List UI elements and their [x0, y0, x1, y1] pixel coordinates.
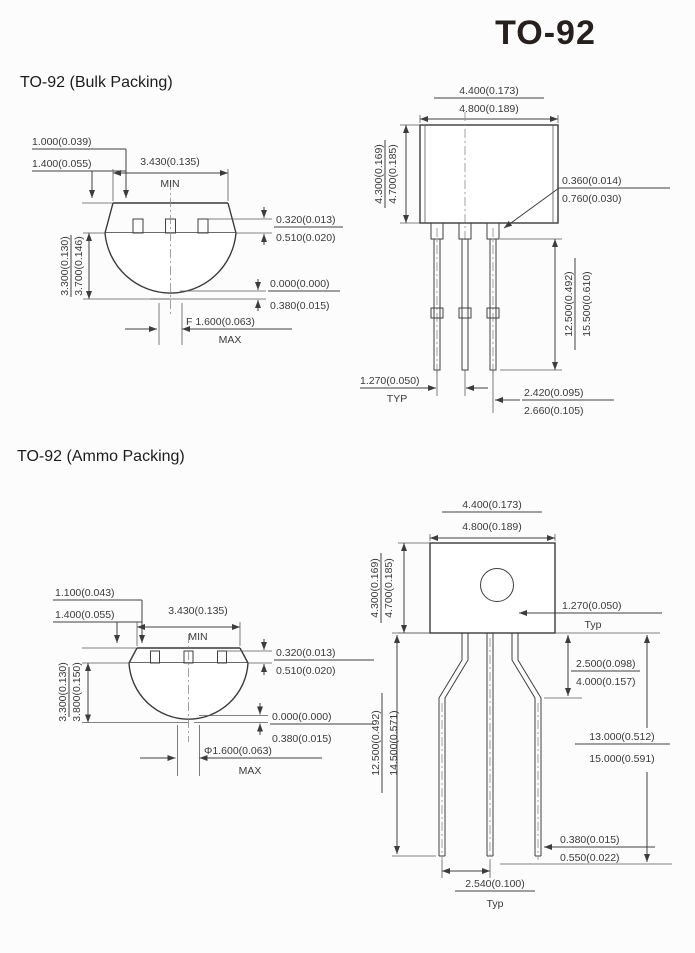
dim-bulk-front-standoff-max: 0.380(0.015)	[270, 300, 330, 312]
dim-bulk-front-base-value: F 1.600(0.063)	[186, 316, 255, 328]
ammo-front-body-outline	[129, 634, 248, 742]
dim-bulk-front-height-max: 3.700(0.146)	[73, 236, 85, 296]
dim-ammo-front-offset-max: 1.400(0.055)	[55, 609, 115, 621]
dim-ammo-side-total-min: 13.000(0.512)	[589, 731, 655, 743]
section-title-ammo-packing: TO-92 (Ammo Packing)	[17, 448, 185, 465]
dim-bulk-side-height-max: 4.700(0.185)	[387, 144, 399, 204]
dim-bulk-side-lead-len-max: 15.500(0.610)	[581, 271, 593, 337]
dim-bulk-side-width-min: 4.400(0.173)	[459, 85, 519, 97]
bulk-front-body-outline	[105, 181, 236, 315]
section-title-bulk-packing: TO-92 (Bulk Packing)	[20, 74, 173, 91]
dim-bulk-front-offset-min: 1.000(0.039)	[32, 136, 92, 148]
dim-ammo-front-width-value: 3.430(0.135)	[168, 605, 228, 617]
dim-ammo-side-height-min: 4.300(0.169)	[369, 558, 381, 618]
dim-ammo-front-lead-min: 0.320(0.013)	[276, 647, 336, 659]
dim-bulk-front-height-min: 3.300(0.130)	[59, 236, 71, 296]
dim-bulk-front-lead-max: 0.510(0.020)	[276, 232, 336, 244]
dim-ammo-side-pitch-top-qualifier: Typ	[584, 619, 602, 631]
dim-bulk-side-pitch-qualifier: TYP	[386, 393, 408, 405]
dim-bulk-side-height	[373, 125, 420, 223]
dim-ammo-side-lead-w-max: 0.550(0.022)	[560, 852, 620, 864]
dim-bulk-front-base-qualifier: MAX	[218, 334, 242, 346]
dim-bulk-side-pitch-value: 1.270(0.050)	[360, 375, 420, 387]
dim-ammo-side-width-min: 4.400(0.173)	[462, 499, 522, 511]
dim-bulk-front-offset-max: 1.400(0.055)	[32, 158, 92, 170]
dim-bulk-side-width-max: 4.800(0.189)	[459, 103, 519, 115]
dim-ammo-side-bend-max: 4.000(0.157)	[576, 676, 636, 688]
dim-bulk-front-base	[125, 303, 292, 346]
dim-ammo-side-pitch-bottom-qualifier: Typ	[486, 898, 504, 910]
dim-ammo-front-standoff-max: 0.380(0.015)	[272, 733, 332, 745]
dim-bulk-side-lead-length	[500, 239, 593, 370]
dim-ammo-side-pitch-top-value: 1.270(0.050)	[562, 600, 622, 612]
page-title: TO-92	[495, 14, 596, 52]
dim-ammo-side-total-max: 15.000(0.591)	[589, 753, 655, 765]
dim-ammo-front-width-qualifier: MIN	[188, 631, 208, 643]
dim-bulk-side-lead-thk-max: 0.760(0.030)	[562, 193, 622, 205]
dim-ammo-side-lead-length	[370, 633, 436, 856]
dim-ammo-front-offset-min: 1.100(0.043)	[55, 587, 115, 599]
dim-bulk-front-offset	[32, 136, 126, 203]
dim-ammo-side-pitch-bottom-value: 2.540(0.100)	[465, 878, 525, 890]
dim-bulk-side-lead-thk-min: 0.360(0.014)	[562, 175, 622, 187]
dim-ammo-front-lead-max: 0.510(0.020)	[276, 665, 336, 677]
dim-ammo-front-height-max: 3.800(0.150)	[71, 662, 83, 722]
dim-bulk-front-lead-min: 0.320(0.013)	[276, 214, 336, 226]
ammo-side-body	[430, 543, 555, 633]
dim-ammo-side-height-max: 4.700(0.185)	[383, 558, 395, 618]
dim-bulk-side-width	[420, 85, 558, 123]
dim-ammo-side-bend-min: 2.500(0.098)	[576, 658, 636, 670]
ammo-front-view-drawing	[22, 572, 382, 802]
bulk-side-leads	[431, 223, 499, 376]
bulk-front-view-drawing	[30, 115, 345, 365]
dim-ammo-side-width-max: 4.800(0.189)	[462, 521, 522, 533]
dim-bulk-front-width-qualifier: MIN	[160, 178, 180, 190]
dim-ammo-front-base-qualifier: MAX	[238, 765, 262, 777]
dim-ammo-side-bend	[544, 633, 660, 698]
dim-ammo-front-base-value: Φ1.600(0.063)	[204, 745, 272, 757]
dim-ammo-side-lead-len-min: 12.500(0.492)	[370, 710, 382, 776]
dim-bulk-side-edge	[493, 370, 614, 417]
dim-bulk-front-width-value: 3.430(0.135)	[140, 156, 200, 168]
dim-ammo-front-standoff-min: 0.000(0.000)	[272, 711, 332, 723]
dim-bulk-side-height-min: 4.300(0.169)	[373, 144, 385, 204]
dim-ammo-side-lead-len-max: 14.500(0.571)	[388, 710, 400, 776]
dim-ammo-side-lead-w-min: 0.380(0.015)	[560, 834, 620, 846]
bulk-side-view-drawing	[352, 78, 687, 438]
dim-bulk-side-pitch	[360, 370, 488, 405]
dim-bulk-side-edge-min: 2.420(0.095)	[524, 387, 584, 399]
dim-bulk-side-lead-len-min: 12.500(0.492)	[563, 271, 575, 337]
dim-bulk-side-edge-max: 2.660(0.105)	[524, 405, 584, 417]
dim-ammo-side-width	[430, 499, 555, 541]
dim-ammo-side-pitch-bottom	[442, 860, 535, 910]
dim-ammo-front-offset	[53, 587, 142, 648]
ammo-side-view-drawing	[350, 488, 695, 928]
ammo-side-leads	[439, 633, 541, 860]
dim-ammo-side-lead-width	[544, 834, 655, 864]
dim-bulk-front-standoff-min: 0.000(0.000)	[270, 278, 330, 290]
dim-ammo-side-height	[369, 543, 430, 633]
dim-ammo-front-height-min: 3.300(0.130)	[57, 662, 69, 722]
